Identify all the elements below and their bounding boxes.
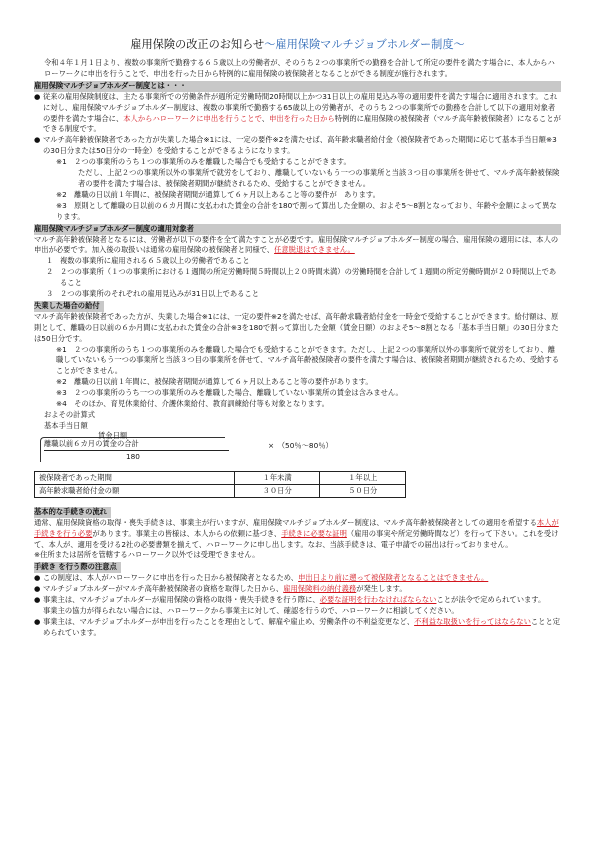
section-heading-cautions: 手続き を行う際の注意点	[34, 562, 121, 573]
red-emphasis: 必要な証明を行わなければならない	[319, 595, 437, 605]
footnote-text: ２つの事業所のうち一つの事業所のみを離職した場合、離職していない事業所の賃金は含みません。	[74, 388, 403, 398]
text-span: があります。事業主の皆様は、本人からの依頼に基づき、	[92, 528, 282, 538]
requirement-item-1	[34, 256, 561, 267]
red-emphasis: 不利益な取扱いを行ってはならない	[414, 616, 531, 626]
red-emphasis: 任意脱退はできません。	[274, 245, 355, 255]
table-row	[35, 471, 406, 484]
red-emphasis: 本人が手続きを行う必要	[34, 517, 559, 538]
text-span: （雇用の事実や所定労働時間など）を行って下さい。これを受けて、本人が、適用を受ける2社の必要書類を揃えて、ハローワークに申し出します。なお、当該手続きは、電子申請での届出は行っておりません。	[34, 528, 559, 549]
benefit-footnote-3	[34, 388, 561, 399]
formula-multiplier: × （50％〜80％）	[268, 440, 333, 450]
table-cell: 被保険者であった期間	[35, 471, 235, 484]
bullet-text	[43, 584, 407, 595]
table-cell: １年以上	[320, 471, 406, 484]
red-emphasis: 申出を行った日から	[269, 113, 335, 123]
caution-bullet-4	[34, 617, 561, 639]
caution-bullet-3-continued	[34, 606, 561, 617]
table-cell: ３０日分	[234, 484, 320, 497]
bullet-mark: ●	[34, 584, 41, 594]
text-span: 特例的に雇用保険の被保険者（マルチ高年齢被保険者）になることができる制度です。	[43, 113, 561, 134]
formula-denominator: 180	[126, 451, 140, 461]
table-cell: １年未満	[234, 471, 320, 484]
eligibility-paragraph	[34, 235, 561, 257]
benefits-paragraph: マルチ高年齢被保険者であった方が、失業した場合※1には、一定の要件※2を満たせば、高年齢求職者給付金を一時金で受給することができます。給付額は、原則として、離職の日以前の６か月間に支払われた賃金の合計※3を180で割って算出した金額（賃金日額）のおよそ5〜8割となる「基本手当日額」の30日分または50日分です。	[34, 311, 559, 343]
bullet-mark	[34, 606, 43, 617]
text-span: 従来の雇用保険制度は、主たる事業所での労働条件が週所定労働時間20時間以上かつ31日以上の雇用見込み等の適用要件を満たす場合に適用されます。これに対し、雇用保険マルチジョブホルダー制度は、複数の事業所で勤務する65歳以上の労働者が、そのうち２つの事業所での勤務を合計して以下の適用対象者の要件を満たす場合に、	[43, 91, 558, 123]
formula-wage-label: 賃金日額	[98, 430, 128, 440]
calc-sub-label: 基本手当日額	[44, 420, 88, 430]
footnote-label: ※3	[56, 388, 67, 398]
table-row	[35, 484, 406, 497]
section-heading-procedure: 基本的な手続きの流れ	[34, 507, 111, 518]
red-emphasis: 申出日より前に遡って被保険者となることはできません。	[298, 573, 489, 583]
footnote-text: そのほか、育児休業給付、介護休業給付、教育訓練給付等も対象となります。	[74, 399, 329, 409]
benefit-formula	[36, 430, 561, 469]
text-span: 、	[261, 113, 270, 123]
footnote-text: 原則として離職の日以前の６カ月間に支払われた賃金の合計を180で割って算出した金額の、およそ5〜8割となっており、年齢や金額によって異なります。	[56, 200, 557, 221]
footnote-1-continued: ただし、上記２つの事業所以外の事業所で就労をしており、離職していないもう一つの事業所と当該３つ目の事業所を併せて、マルチ高年齢被保険者の要件を満たす場合は、被保険者期間が継続されるため、受給することができません。	[78, 168, 560, 188]
text-span: マルチ高年齢被保険者となるには、労働者が以下の要件を全て満たすことが必要です。雇用保険マルチジョブホルダー制度の場合、雇用保険の適用には、本人の申出が必要です。加入後の取扱いは通常の雇用保険の被保険者と同様で、	[34, 234, 559, 255]
bullet-mark: ●	[34, 573, 41, 583]
item-text: ２つの事業所のそれぞれの雇用見込みが31日以上であること	[60, 289, 260, 299]
bullet-mark: ●	[34, 91, 41, 101]
text-span: マルチジョブホルダーがマルチ高年齢被保険者の資格を取得した日から、	[43, 584, 284, 594]
benefit-footnote-2	[34, 377, 561, 388]
red-emphasis: 本人からハローワークに申出を行うことで	[123, 113, 262, 123]
intro-paragraph: 令和４年１月１日より、複数の事業所で勤務する６５歳以上の労働者が、そのうち２つの事業所での勤務を合計して所定の要件を満たす場合に、本人からハローワークに申出を行うことで、申出を行った日から特例的に雇用保険の被保険者となることができる制度が施行されます。	[44, 58, 555, 78]
footnote-label: ※2	[56, 189, 67, 199]
red-emphasis: 手続きに必要な証明	[281, 528, 347, 538]
title-main: 雇用保険の改正のお知らせ	[130, 38, 265, 51]
caution-bullet-2	[34, 584, 561, 595]
footnote-1	[34, 157, 561, 168]
footnote-label: ※1	[56, 344, 67, 354]
footnote-2	[34, 190, 561, 201]
bullet-text	[43, 92, 561, 136]
text-span: この制度は、本人がハローワークに申出を行った日から被保険者となるため、	[43, 573, 299, 583]
caution-bullet-1	[34, 573, 561, 584]
text-span: ことと定められています。	[43, 616, 561, 637]
fraction-line	[44, 450, 229, 451]
formula-numerator: 離職以前６カ月の賃金の合計	[44, 438, 139, 448]
bullet-text	[43, 617, 561, 639]
benefit-footnote-4	[34, 399, 561, 410]
text-span: が発生します。	[356, 584, 407, 594]
footnote-text: 離職の日以前１年間に、被保険者期間が通算して６ヶ月以上あること等の要件が あります。	[74, 189, 380, 199]
procedure-note: ※住所または居所を管轄するハローワーク以外では受理できません。	[34, 550, 260, 560]
footnote-label: ※1	[56, 157, 67, 167]
text-span: ことが法令で定められています。	[436, 595, 546, 605]
section-heading-benefits: 失業した場合の給付	[34, 301, 104, 312]
benefit-footnote-1	[34, 345, 561, 378]
item-text: 複数の事業所に雇用される６５歳以上の労働者であること	[60, 256, 250, 266]
bullet-mark: ●	[34, 616, 41, 626]
section-heading-eligibility: 雇用保険マルチジョブホルダー制度の適用対象者	[34, 224, 561, 235]
benefit-table	[34, 471, 406, 498]
calc-label: およその計算式	[44, 410, 96, 419]
item-text: ２つの事業所（１つの事業所における１週間の所定労働時間５時間以上２０時間未満）の労働時間を合計して１週間の所定労働時間が２０時間以上であること	[60, 267, 557, 288]
bullet-text	[43, 595, 545, 606]
text-span: 通常、雇用保険資格の取得・喪失手続きは、事業主が行いますが、雇用保険マルチジョブホルダー制度は、マルチ高年齢被保険者としての適用を希望する	[34, 517, 537, 527]
footnote-label: ※4	[56, 399, 67, 409]
requirement-item-2	[34, 267, 561, 289]
title-subtitle: 〜雇用保険マルチジョブホルダー制度〜	[264, 38, 465, 51]
procedure-paragraph	[34, 518, 561, 551]
page-title	[34, 38, 561, 52]
footnote-3	[34, 201, 561, 223]
red-emphasis: 雇用保険料の納付義務	[283, 584, 357, 594]
table-cell: 高年齢求職者給付金の額	[35, 484, 235, 497]
text-span: 事業主は、マルチジョブホルダーが申出を行ったことを理由として、解雇や雇止め、労働条件の不利益変更など、	[43, 616, 415, 626]
footnote-text: ２つの事業所のうち１つの事業所のみを離職した場合でも受給することができます。ただし、上記２つの事業所以外の事業所で就労をしており、離職していないもう一つの事業所と当該３つ目の事業所を併せて、マルチ高年齢被保険者の要件を満たす場合は、被保険者期間が継続されるため、受給することができません。	[56, 344, 560, 376]
bullet-text: マルチ高年齢被保険者であった方が失業した場合※1には、一定の要件※2を満たせば、高年齢求職者給付金（被保険者であった期間に応じて基本手当日額※3の30日分または50日分の一時金）を受給することができるようになります。	[43, 135, 557, 156]
item-number: ２	[46, 267, 54, 277]
text-span: 事業主は、マルチジョブホルダーが雇用保険の資格の取得・喪失手続きを行う際に、	[43, 595, 320, 605]
bullet-mark: ●	[34, 135, 41, 145]
bullet-text	[43, 573, 488, 584]
overview-bullet-2	[34, 135, 561, 157]
overview-bullet-1	[34, 92, 561, 136]
bullet-text: 事業主の協力が得られない場合には、ハローワークから事業主に対して、確認を行うので、ハローワークに相談してください。	[43, 605, 459, 615]
requirement-item-3	[34, 289, 561, 300]
section-heading-overview: 雇用保険マルチジョブホルダー制度とは・・・	[34, 81, 561, 92]
footnote-label: ※3	[56, 200, 67, 210]
footnote-text: ２つの事業所のうち１つの事業所のみを離職した場合でも受給することができます。	[74, 157, 351, 167]
item-number: １	[46, 256, 54, 266]
footnote-text: 離職の日以前１年間に、被保険者期間が通算して６ヶ月以上あること等の要件があります。	[74, 377, 373, 387]
caution-bullet-3	[34, 595, 561, 606]
table-cell: ５０日分	[320, 484, 406, 497]
bullet-mark: ●	[34, 595, 41, 605]
footnote-label: ※2	[56, 377, 67, 387]
item-number: ３	[46, 289, 54, 299]
